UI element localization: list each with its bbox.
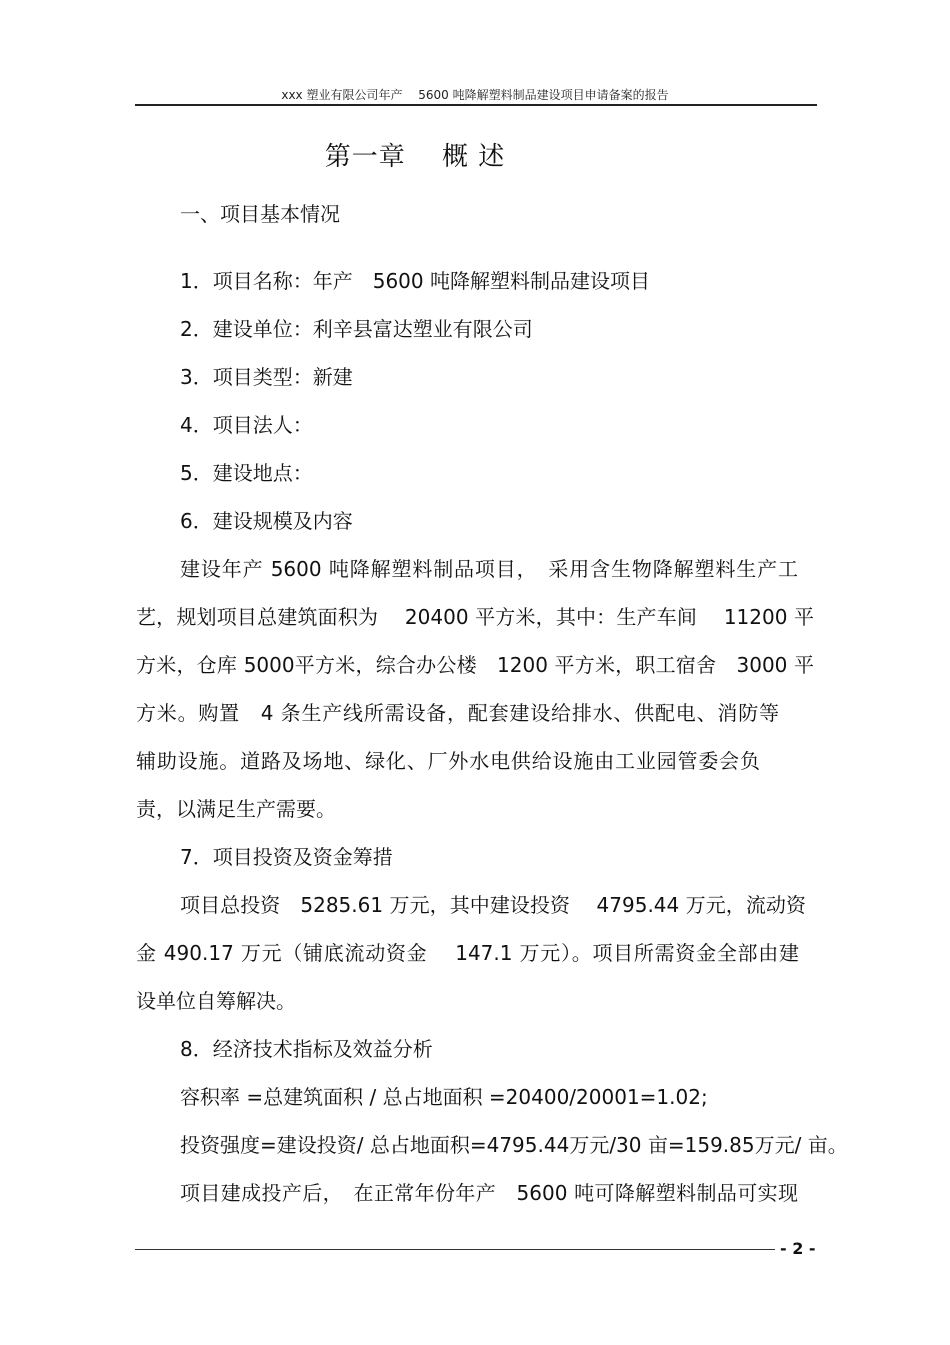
item-economic-heading: 8．经济技术指标及效益分析 — [180, 1037, 433, 1061]
paragraph-line: 艺，规划项目总建筑面积为 20400 平方米，其中：生产车间 11200 平 — [136, 605, 814, 629]
plot-ratio-formula: 容积率 =总建筑面积 / 总占地面积 =20400/20001=1.02; — [180, 1085, 708, 1109]
item-project-name: 1．项目名称：年产 5600 吨降解塑料制品建设项目 — [180, 269, 650, 293]
item-builder: 2．建设单位：利辛县富达塑业有限公司 — [180, 317, 533, 341]
section-heading: 一、项目基本情况 — [180, 202, 340, 226]
paragraph-line: 建设年产 5600 吨降解塑料制品项目， 采用含生物降解塑料生产工 — [180, 557, 798, 581]
paragraph-line: 项目建成投产后， 在正常年份年产 5600 吨可降解塑料制品可实现 — [180, 1181, 798, 1205]
item-legal-person: 4．项目法人： — [180, 413, 313, 437]
paragraph-line: 设单位自筹解决。 — [136, 989, 296, 1013]
page-number: - 2 - — [780, 1239, 816, 1258]
item-location: 5．建设地点： — [180, 461, 313, 485]
item-scale-heading: 6．建设规模及内容 — [180, 509, 353, 533]
item-investment-heading: 7．项目投资及资金筹措 — [180, 845, 393, 869]
paragraph-line: 方米，仓库 5000平方米，综合办公楼 1200 平方米，职工宿舍 3000 平 — [136, 653, 814, 677]
paragraph-line: 金 490.17 万元（铺底流动资金 147.1 万元）。项目所需资金全部由建 — [136, 941, 799, 965]
header-rule — [135, 104, 817, 106]
chapter-title: 第一章 概 述 — [324, 142, 506, 172]
header-text: xxx 塑业有限公司年产 5600 吨降解塑料制品建设项目申请备案的报告 — [281, 88, 669, 102]
footer-rule — [135, 1249, 775, 1250]
investment-intensity-formula: 投资强度=建设投资/ 总占地面积=4795.44万元/30 亩=159.85万元/ 亩。 — [180, 1133, 848, 1157]
paragraph-line: 项目总投资 5285.61 万元，其中建设投资 4795.44 万元，流动资 — [180, 893, 806, 917]
item-project-type: 3．项目类型：新建 — [180, 365, 353, 389]
paragraph-line: 责，以满足生产需要。 — [136, 797, 336, 821]
paragraph-line: 方米。购置 4 条生产线所需设备，配套建设给排水、供配电、消防等 — [136, 701, 779, 725]
paragraph-line: 辅助设施。道路及场地、绿化、厂外水电供给设施由工业园管委会负 — [136, 749, 760, 773]
